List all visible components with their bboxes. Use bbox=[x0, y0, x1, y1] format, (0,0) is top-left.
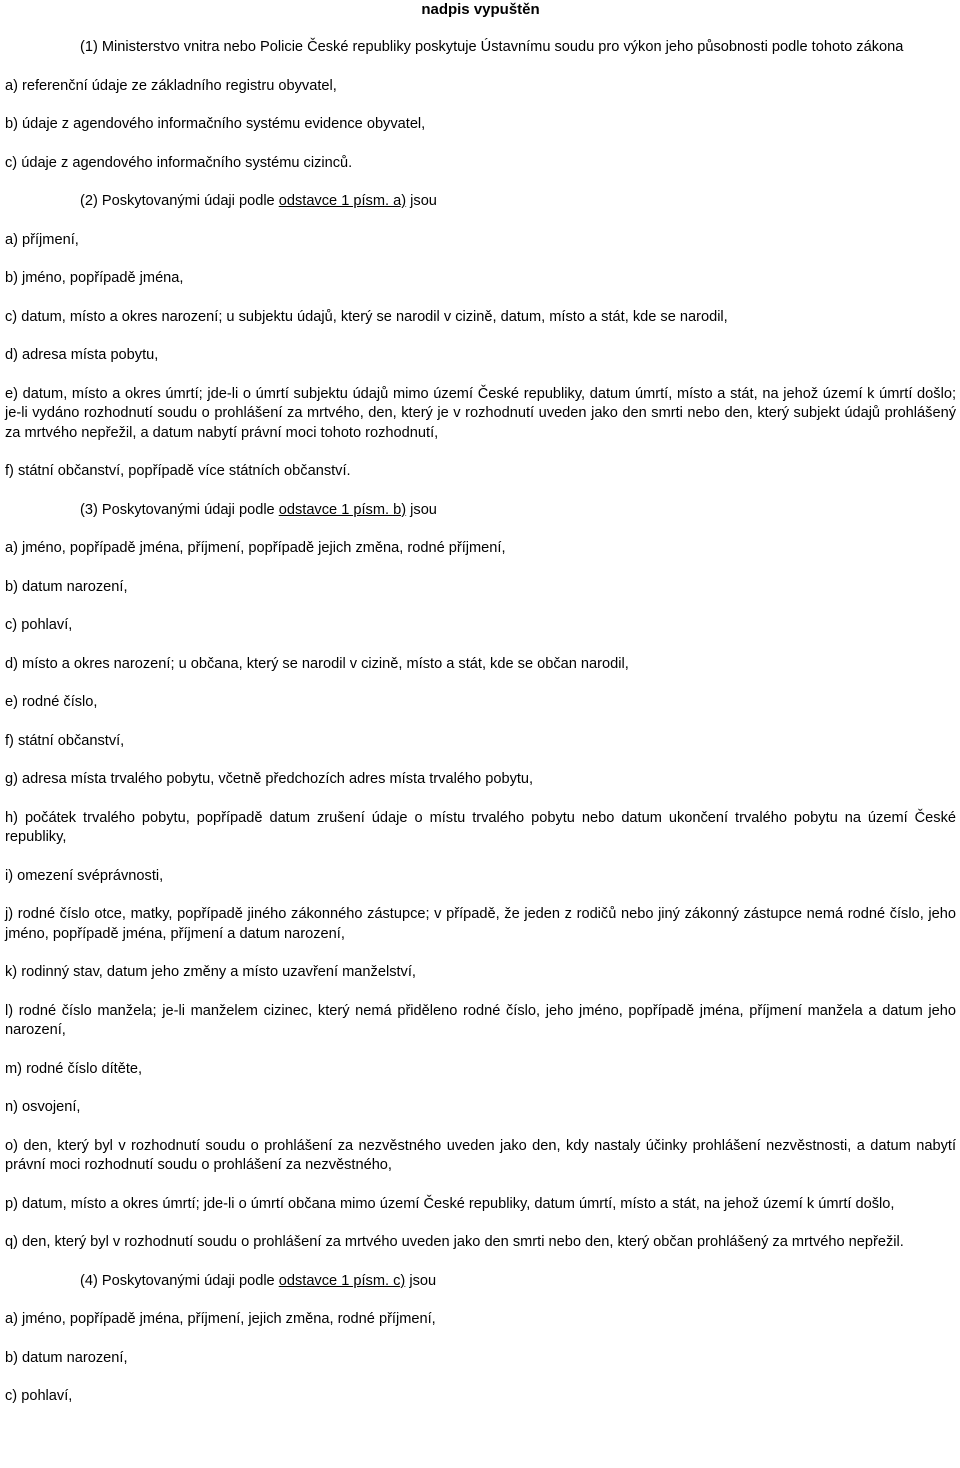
paragraph-3-item-m: m) rodné číslo dítěte, bbox=[5, 1060, 143, 1077]
paragraph-2-item-c: c) datum, místo a okres narození; u subjektu údajů, který se narodil v cizině, datum, místo a stát, kde se narodil, bbox=[5, 308, 728, 325]
paragraph-2-item-b: b) jméno, popřípadě jména, bbox=[5, 270, 184, 286]
paragraph-3-item-i: i) omezení svéprávnosti, bbox=[5, 867, 164, 884]
paragraph-3-intro bbox=[5, 501, 956, 521]
paragraph-4-intro bbox=[5, 1272, 956, 1292]
paragraph-3-reference-link[interactable]: odstavce 1 písm. b) bbox=[278, 501, 407, 518]
paragraph-4-item-c: c) pohlaví, bbox=[5, 1388, 73, 1404]
paragraph-2-intro bbox=[5, 192, 956, 212]
paragraph-4-item-a: a) jméno, popřípadě jména, příjmení, jejich změna, rodné příjmení, bbox=[5, 1311, 436, 1327]
paragraph-4-reference-link[interactable]: odstavce 1 písm. c) bbox=[278, 1272, 406, 1289]
paragraph-3-item-a: a) jméno, popřípadě jména, příjmení, popřípadě jejich změna, rodné příjmení, bbox=[5, 540, 506, 556]
paragraph-3-item-l: l) rodné číslo manžela; je-li manželem cizinec, který nemá přiděleno rodné číslo, jeho jméno, popřípadě jména, příjmení manžela a datum jeho narození, bbox=[5, 1002, 956, 1038]
paragraph-1-intro: (1) Ministerstvo vnitra nebo Policie České republiky poskytuje Ústavnímu soudu pro výkon jeho působnosti podle tohoto zákona bbox=[80, 39, 904, 55]
paragraph-3-intro-text: (3) Poskytovanými údaji podle bbox=[80, 501, 279, 518]
paragraph-1-item-c: c) údaje z agendového informačního systému cizinců. bbox=[5, 154, 353, 171]
paragraph-1-item-a: a) referenční údaje ze základního registru obyvatel, bbox=[5, 77, 337, 94]
document-page bbox=[5, 0, 956, 1426]
paragraph-2-item-e: e) datum, místo a okres úmrtí; jde-li o úmrtí subjektu údajů mimo území České republiky, datum úmrtí, místo a stát, na jehož území k úmrtí došlo; je-li vydáno rozhodnutí soudu o prohlášení za mrtvého, den, který je v rozhodnutí uveden jako den smrti nebo den, který subjekt údajů prohlášený za mrtvého nepřežil, a datum nabytí právní moci tohoto rozhodnutí, bbox=[5, 385, 956, 441]
paragraph-4-intro-suffix: jsou bbox=[405, 1272, 437, 1289]
paragraph-2-intro-text: (2) Poskytovanými údaji podle bbox=[80, 193, 279, 209]
paragraph-3-item-b: b) datum narození, bbox=[5, 578, 128, 595]
paragraph-2-item-a: a) příjmení, bbox=[5, 231, 79, 248]
paragraph-2-intro-suffix: jsou bbox=[406, 193, 437, 209]
paragraph-3-item-j: j) rodné číslo otce, matky, popřípadě jiného zákonného zástupce; v případě, že jeden z rodičů nebo jiný zákonný zástupce nemá rodné číslo, jeho jméno, popřípadě jména, příjmení a datum narození, bbox=[5, 906, 956, 942]
paragraph-3-item-h: h) počátek trvalého pobytu, popřípadě datum zrušení údaje o místu trvalého pobytu nebo datum ukončení trvalého pobytu na území České republiky, bbox=[5, 809, 956, 845]
paragraph-2-reference-link[interactable]: odstavce 1 písm. a) bbox=[278, 193, 407, 209]
paragraph-3-item-n: n) osvojení, bbox=[5, 1099, 81, 1115]
paragraph-3-item-k: k) rodinný stav, datum jeho změny a místo uzavření manželství, bbox=[5, 964, 416, 980]
paragraph-3-item-g: g) adresa místa trvalého pobytu, včetně předchozích adres místa trvalého pobytu, bbox=[5, 771, 534, 787]
paragraph-3-item-o: o) den, který byl v rozhodnutí soudu o prohlášení za nezvěstného uveden jako den, kdy nastaly účinky prohlášení nezvěstnosti, a datum nabytí právní moci rozhodnutí soudu o prohlášení za nezvěstného, bbox=[5, 1137, 956, 1173]
paragraph-3-item-q: q) den, který byl v rozhodnutí soudu o prohlášení za mrtvého uveden jako den smrti nebo den, který občan prohlášený za mrtvého nepřežil. bbox=[5, 1234, 904, 1250]
paragraph-3-item-p: p) datum, místo a okres úmrtí; jde-li o úmrtí občana mimo území České republiky, datum úmrtí, místo a stát, na jehož území k úmrtí došlo, bbox=[5, 1195, 895, 1212]
document-heading: nadpis vypuštěn bbox=[421, 1, 540, 18]
paragraph-3-item-c: c) pohlaví, bbox=[5, 617, 73, 633]
paragraph-4-item-b: b) datum narození, bbox=[5, 1349, 128, 1366]
paragraph-1-item-b: b) údaje z agendového informačního systému evidence obyvatel, bbox=[5, 116, 426, 132]
paragraph-3-item-d: d) místo a okres narození; u občana, který se narodil v cizině, místo a stát, kde se občan narodil, bbox=[5, 655, 629, 672]
paragraph-3-item-e: e) rodné číslo, bbox=[5, 694, 98, 710]
paragraph-4-intro-text: (4) Poskytovanými údaji podle bbox=[80, 1272, 279, 1289]
paragraph-3-intro-suffix: jsou bbox=[406, 501, 437, 518]
paragraph-3-item-f: f) státní občanství, bbox=[5, 732, 125, 749]
paragraph-2-item-f: f) státní občanství, popřípadě více státních občanství. bbox=[5, 463, 351, 479]
paragraph-2-item-d: d) adresa místa pobytu, bbox=[5, 347, 159, 363]
